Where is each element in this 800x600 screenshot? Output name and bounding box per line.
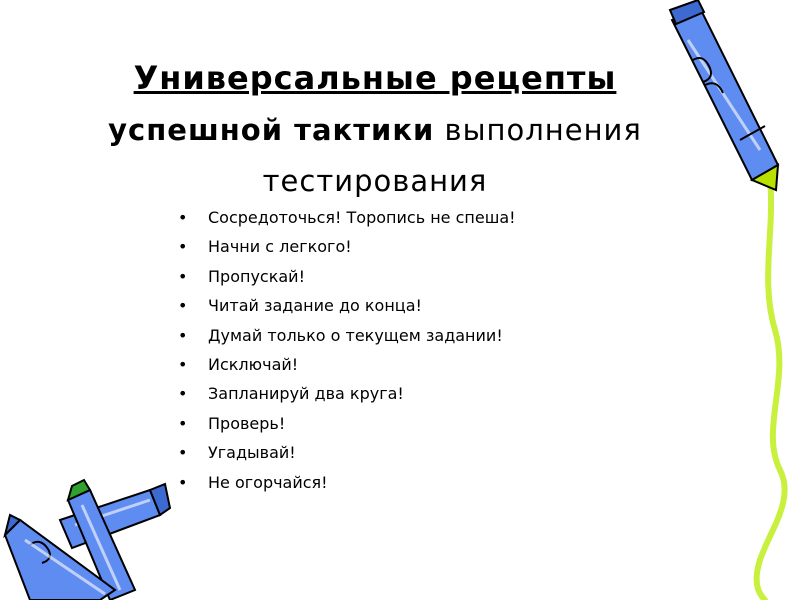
- list-item: • Угадывай!: [178, 441, 516, 470]
- list-item: • Не огорчайся!: [178, 471, 516, 500]
- list-item: • Пропускай!: [178, 265, 516, 294]
- list-item: • Сосредоточься! Торопись не спеша!: [178, 206, 516, 235]
- title-line-3: тестирования: [262, 164, 488, 198]
- title-line-2-rest: выполнения: [444, 113, 642, 147]
- list-item: • Исключай!: [178, 353, 516, 382]
- list-item: • Запланируй два круга!: [178, 382, 516, 411]
- title-line-1: Универсальные рецепты: [133, 59, 617, 97]
- tips-list: [178, 206, 516, 500]
- list-item: • Читай задание до конца!: [178, 294, 516, 323]
- list-item: • Проверь!: [178, 412, 516, 441]
- title-line-2: [60, 104, 690, 156]
- title-line-2-bold: успешной тактики: [108, 113, 435, 147]
- list-item: • Начни с легкого!: [178, 235, 516, 264]
- list-item: • Думай только о текущем задании!: [178, 324, 516, 353]
- scribble-line: [757, 180, 785, 600]
- slide-title: [60, 52, 690, 206]
